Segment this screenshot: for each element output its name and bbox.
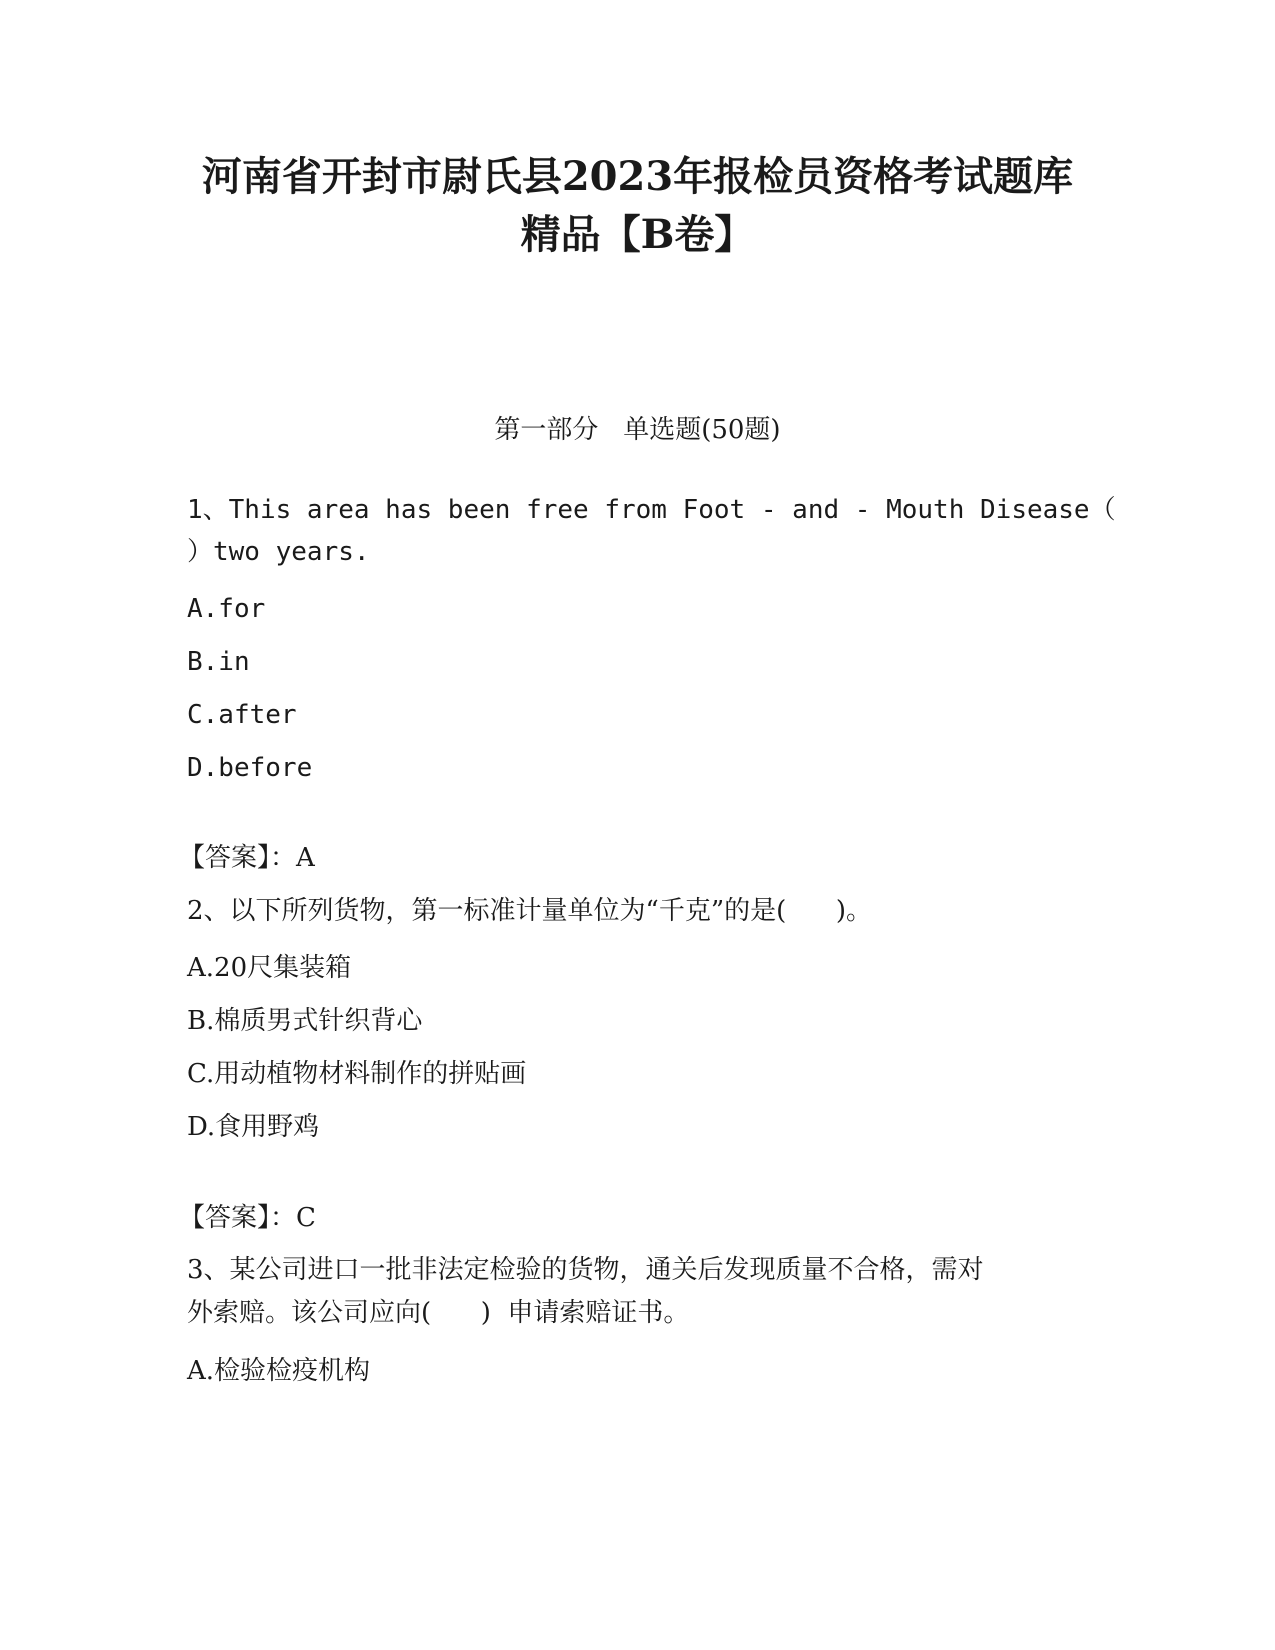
- option-a: A.20尺集装箱: [187, 953, 352, 983]
- question-stem-line: 外索赔。该公司应向( ) 申请索赔证书。: [187, 1298, 690, 1328]
- option-a: A.检验检疫机构: [187, 1356, 371, 1386]
- question-2-options: [187, 942, 1087, 1154]
- option-d: D.食用野鸡: [187, 1112, 320, 1142]
- option-b: B.棉质男式针织背心: [187, 1006, 423, 1036]
- question-1-options: [187, 583, 1087, 795]
- question-1: [187, 488, 1116, 572]
- section-heading: 第一部分 单选题(50题): [494, 415, 781, 445]
- question-stem-line: 1、This area has been free from Foot - and - Mouth Disease（: [187, 495, 1116, 525]
- option-c: C.after: [187, 700, 297, 730]
- question-2: [187, 889, 1087, 933]
- answer-1-block: [179, 836, 1087, 880]
- question-stem-line: 3、某公司进口一批非法定检验的货物，通关后发现质量不合格，需对: [187, 1255, 984, 1285]
- question-stem-line: ）two years.: [187, 537, 370, 567]
- question-stem-line: 2、以下所列货物，第一标准计量单位为“千克”的是( )。: [187, 896, 873, 926]
- answer-1: 【答案】：A: [179, 843, 315, 873]
- title-line-2: 精品【B卷】: [520, 211, 755, 258]
- document-title: [150, 148, 1125, 264]
- option-a: A.for: [187, 594, 266, 624]
- title-line-1: 河南省开封市尉氏县2023年报检员资格考试题库: [201, 153, 1074, 200]
- answer-2: 【答案】：C: [179, 1203, 316, 1233]
- option-b: B.in: [187, 647, 250, 677]
- option-c: C.用动植物材料制作的拼贴画: [187, 1059, 527, 1089]
- question-3-options: [187, 1345, 1087, 1398]
- question-3: [187, 1249, 1087, 1335]
- option-d: D.before: [187, 753, 313, 783]
- answer-2-block: [179, 1196, 1087, 1240]
